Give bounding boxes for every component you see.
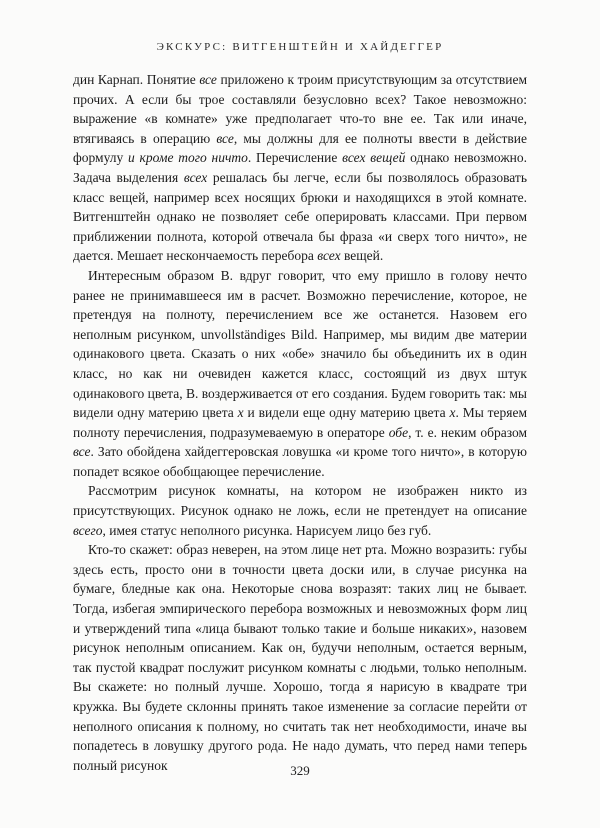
text-run: приложено к троим присутствующим за отсутствием прочих. А если бы трое составляли безусловно всех? Такое невозможно: выражение «в комнате» уже предполагает что-то вне ее. Так или иначе, втягиваясь в операцию xyxy=(73,72,528,146)
text-run: Кто-то скажет: образ неверен, на этом лице нет рта. Можно возразить: губы здесь есть, просто они в точности цвета доски или, в случае рисунка на бумаге, бледные как она. Некоторые снова возразят: таких лиц не бывает. Тогда, избегая эмпирического перебора возможных и невозможных форм лиц и утверждений типа «лица бывают только такие и больше никаких», назовем рисунок неполным описанием. Как он, будучи неполным, остается верным, так пустой квадрат послужит рисунком комнаты с людьми, только неполным. Вы скажете: но полный лучше. Хорошо, тогда я нарисую в квадрате три кружка. Вы будете склонны принять такое изменение за согласие перейти от неполного описания к полному, но считать так нет необходимости, иначе вы попадетесь в ловушку другого рода. Не надо думать, что перед нами теперь полный рисунок xyxy=(73,542,527,773)
paragraph xyxy=(73,540,527,775)
text-run: решалась бы легче, если бы позволялось образовать класс вещей, например всех носящих брюки и находящихся в этой комнате. Витгенштейн однако не позволяет себе оперировать классами. При первом приближении полнота, которой отвечала бы фраза «и сверх того ничто», не дается. Мешает нескончаемость перебора xyxy=(73,169,527,264)
text-run: . Перечисление xyxy=(247,150,343,166)
text-run: дин Карнап. Понятие xyxy=(73,72,200,87)
paragraph xyxy=(73,70,527,266)
running-head: ЭКСКУРС: ВИТГЕНШТЕЙН И ХАЙДЕГГЕР xyxy=(156,41,444,53)
text-run: однако невозможно. Задача выделения xyxy=(73,150,528,185)
italic-run: всех xyxy=(183,169,208,185)
text-run: Интересным образом В. вдруг говорит, что ему пришло в голову нечто ранее не принимавшееся им в расчет. Возможно перечисление, которое, не претендуя на полноту, перечислением все же останется. Назовем его неполным рисунком, unvollständiges Bild. Например, мы видим две материи одинакового цвета. Сказать о них «обе» значило бы объединить их в один класс, но как ни очевиден кажется класс, состоящий из двух штук одинакового цвета, В. воздерживается от его создания. Будем говорить так: мы видели одну материю цвета xyxy=(73,267,527,421)
text-run: Рассмотрим рисунок комнаты, на котором не изображен никто из присутствующих. Рисунок однако не ложь, если не претендует на описание xyxy=(73,483,527,519)
text-run: вещей. xyxy=(340,248,384,264)
text-run: . Мы теряем полноту перечисления, подразумеваемую в операторе xyxy=(73,405,528,440)
page-number: 329 xyxy=(290,763,310,778)
paragraph xyxy=(73,266,527,482)
text-run: . Зато обойдена хайдеггеровская ловушка «и кроме того ничто», в которую попадет всякое обобщающее перечисление. xyxy=(73,444,527,479)
italic-run: x xyxy=(449,405,456,421)
paragraph xyxy=(73,481,527,540)
italic-run: обе xyxy=(388,424,409,440)
italic-run: x xyxy=(237,405,244,421)
text-run: , т. е. неким образом xyxy=(408,424,527,440)
italic-run: всего xyxy=(73,522,103,538)
text-run: , имея статус неполного рисунка. Нарисуем лицо без губ. xyxy=(102,522,432,538)
italic-run: всех xyxy=(317,248,341,264)
italic-run: всех вещей xyxy=(342,150,406,166)
text-run: и видели еще одну материю цвета xyxy=(243,405,450,421)
text-run: , мы должны для ее полноты ввести в действие формулу xyxy=(73,130,527,166)
italic-run: все xyxy=(216,130,234,146)
italic-run: все xyxy=(199,72,217,87)
italic-run: и кроме того ничто xyxy=(128,150,248,166)
body-text xyxy=(73,70,527,775)
italic-run: все xyxy=(73,444,91,460)
